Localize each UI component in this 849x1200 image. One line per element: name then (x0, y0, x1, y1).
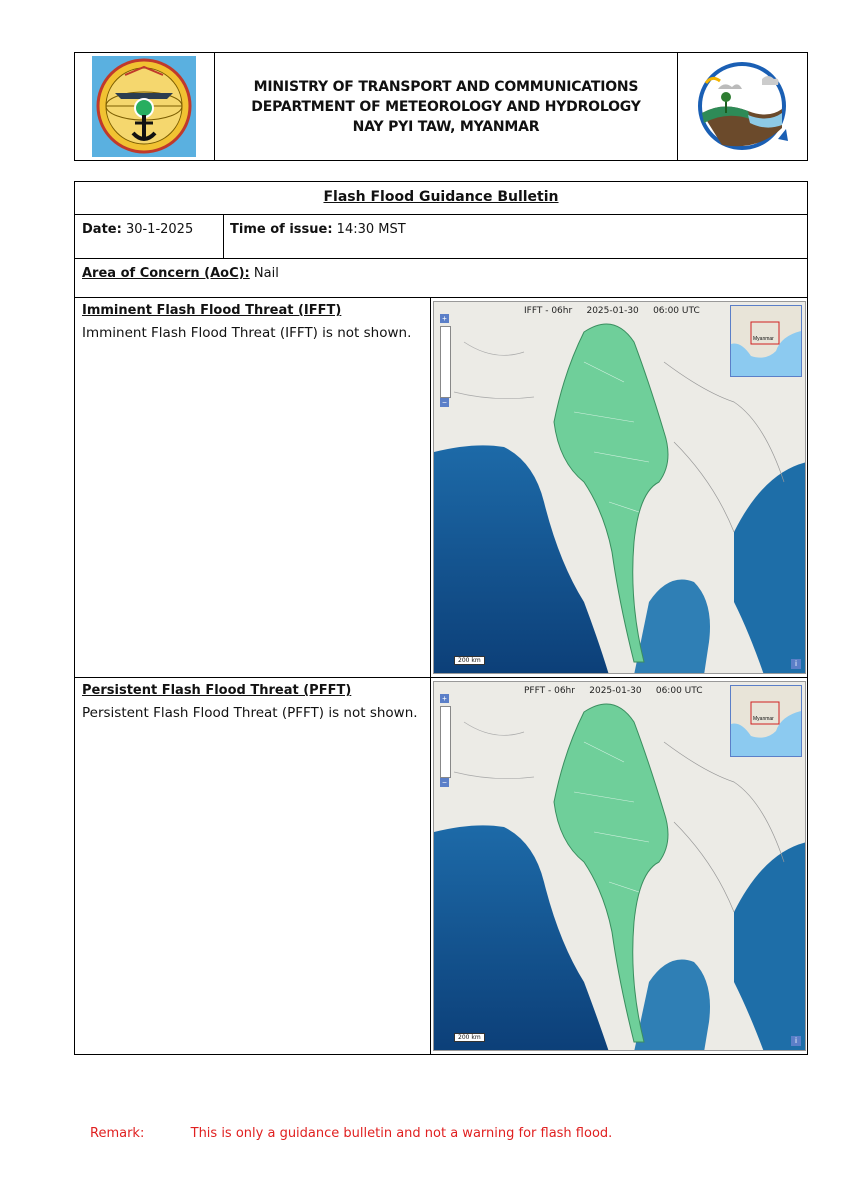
letterhead-titles (214, 53, 678, 160)
ifft-map[interactable] (433, 301, 806, 674)
bulletin-title-row (75, 182, 807, 215)
ifft-text-cell (82, 303, 420, 345)
aoc-label: Area of Concern (AoC): (82, 266, 250, 281)
ifft-heading: Imminent Flash Flood Threat (IFFT) (82, 303, 342, 318)
pfft-map-title: PFFT - 06hr 2025-01-30 06:00 UTC (524, 686, 703, 696)
inset-label: Myanmar (753, 336, 774, 342)
zoom-slider[interactable] (440, 326, 451, 398)
department-name: DEPARTMENT OF METEOROLOGY AND HYDROLOGY (251, 98, 641, 115)
ifft-row (75, 298, 807, 678)
bulletin-table (74, 181, 808, 1055)
ifft-description: Imminent Flash Flood Threat (IFFT) is not shown. (82, 325, 412, 341)
remark-text: This is only a guidance bulletin and not a warning for flash flood. (190, 1126, 613, 1141)
pfft-overview-inset[interactable] (730, 685, 802, 757)
location-name: NAY PYI TAW, MYANMAR (352, 118, 540, 135)
zoom-out-button[interactable]: − (440, 778, 449, 787)
ifft-map-title: IFFT - 06hr 2025-01-30 06:00 UTC (524, 306, 700, 316)
map-info-button[interactable]: i (791, 659, 801, 669)
time-cell (230, 222, 406, 237)
aoc-row (75, 259, 807, 298)
remark (90, 1126, 612, 1141)
date-time-row (75, 215, 807, 259)
date-label: Date: (82, 222, 122, 237)
date-value: 30-1-2025 (125, 222, 194, 237)
pfft-description: Persistent Flash Flood Threat (PFFT) is not shown. (82, 705, 418, 721)
ifft-overview-inset[interactable] (730, 305, 802, 377)
pfft-row (75, 678, 807, 1054)
ministry-name: MINISTRY OF TRANSPORT AND COMMUNICATIONS (253, 78, 639, 95)
department-logo (677, 53, 807, 160)
map-info-button[interactable]: i (791, 1036, 801, 1046)
time-value: 14:30 MST (336, 222, 406, 237)
aoc-value: Nail (253, 266, 279, 281)
pfft-map[interactable] (433, 681, 806, 1051)
inset-label: Myanmar (753, 716, 774, 722)
zoom-in-button[interactable]: + (440, 314, 449, 323)
ministry-logo (75, 53, 215, 160)
pfft-heading: Persistent Flash Flood Threat (PFFT) (82, 683, 352, 698)
zoom-in-button[interactable]: + (440, 694, 449, 703)
date-cell (82, 222, 193, 237)
zoom-out-button[interactable]: − (440, 398, 449, 407)
letterhead (74, 52, 808, 161)
pfft-text-cell (82, 683, 420, 725)
remark-label: Remark: (90, 1126, 145, 1141)
zoom-slider[interactable] (440, 706, 451, 778)
bulletin-title: Flash Flood Guidance Bulletin (323, 189, 559, 205)
time-label: Time of issue: (230, 222, 333, 237)
aoc-cell (82, 266, 279, 281)
map-scale: 200 km (454, 656, 485, 665)
map-scale: 200 km (454, 1033, 485, 1042)
